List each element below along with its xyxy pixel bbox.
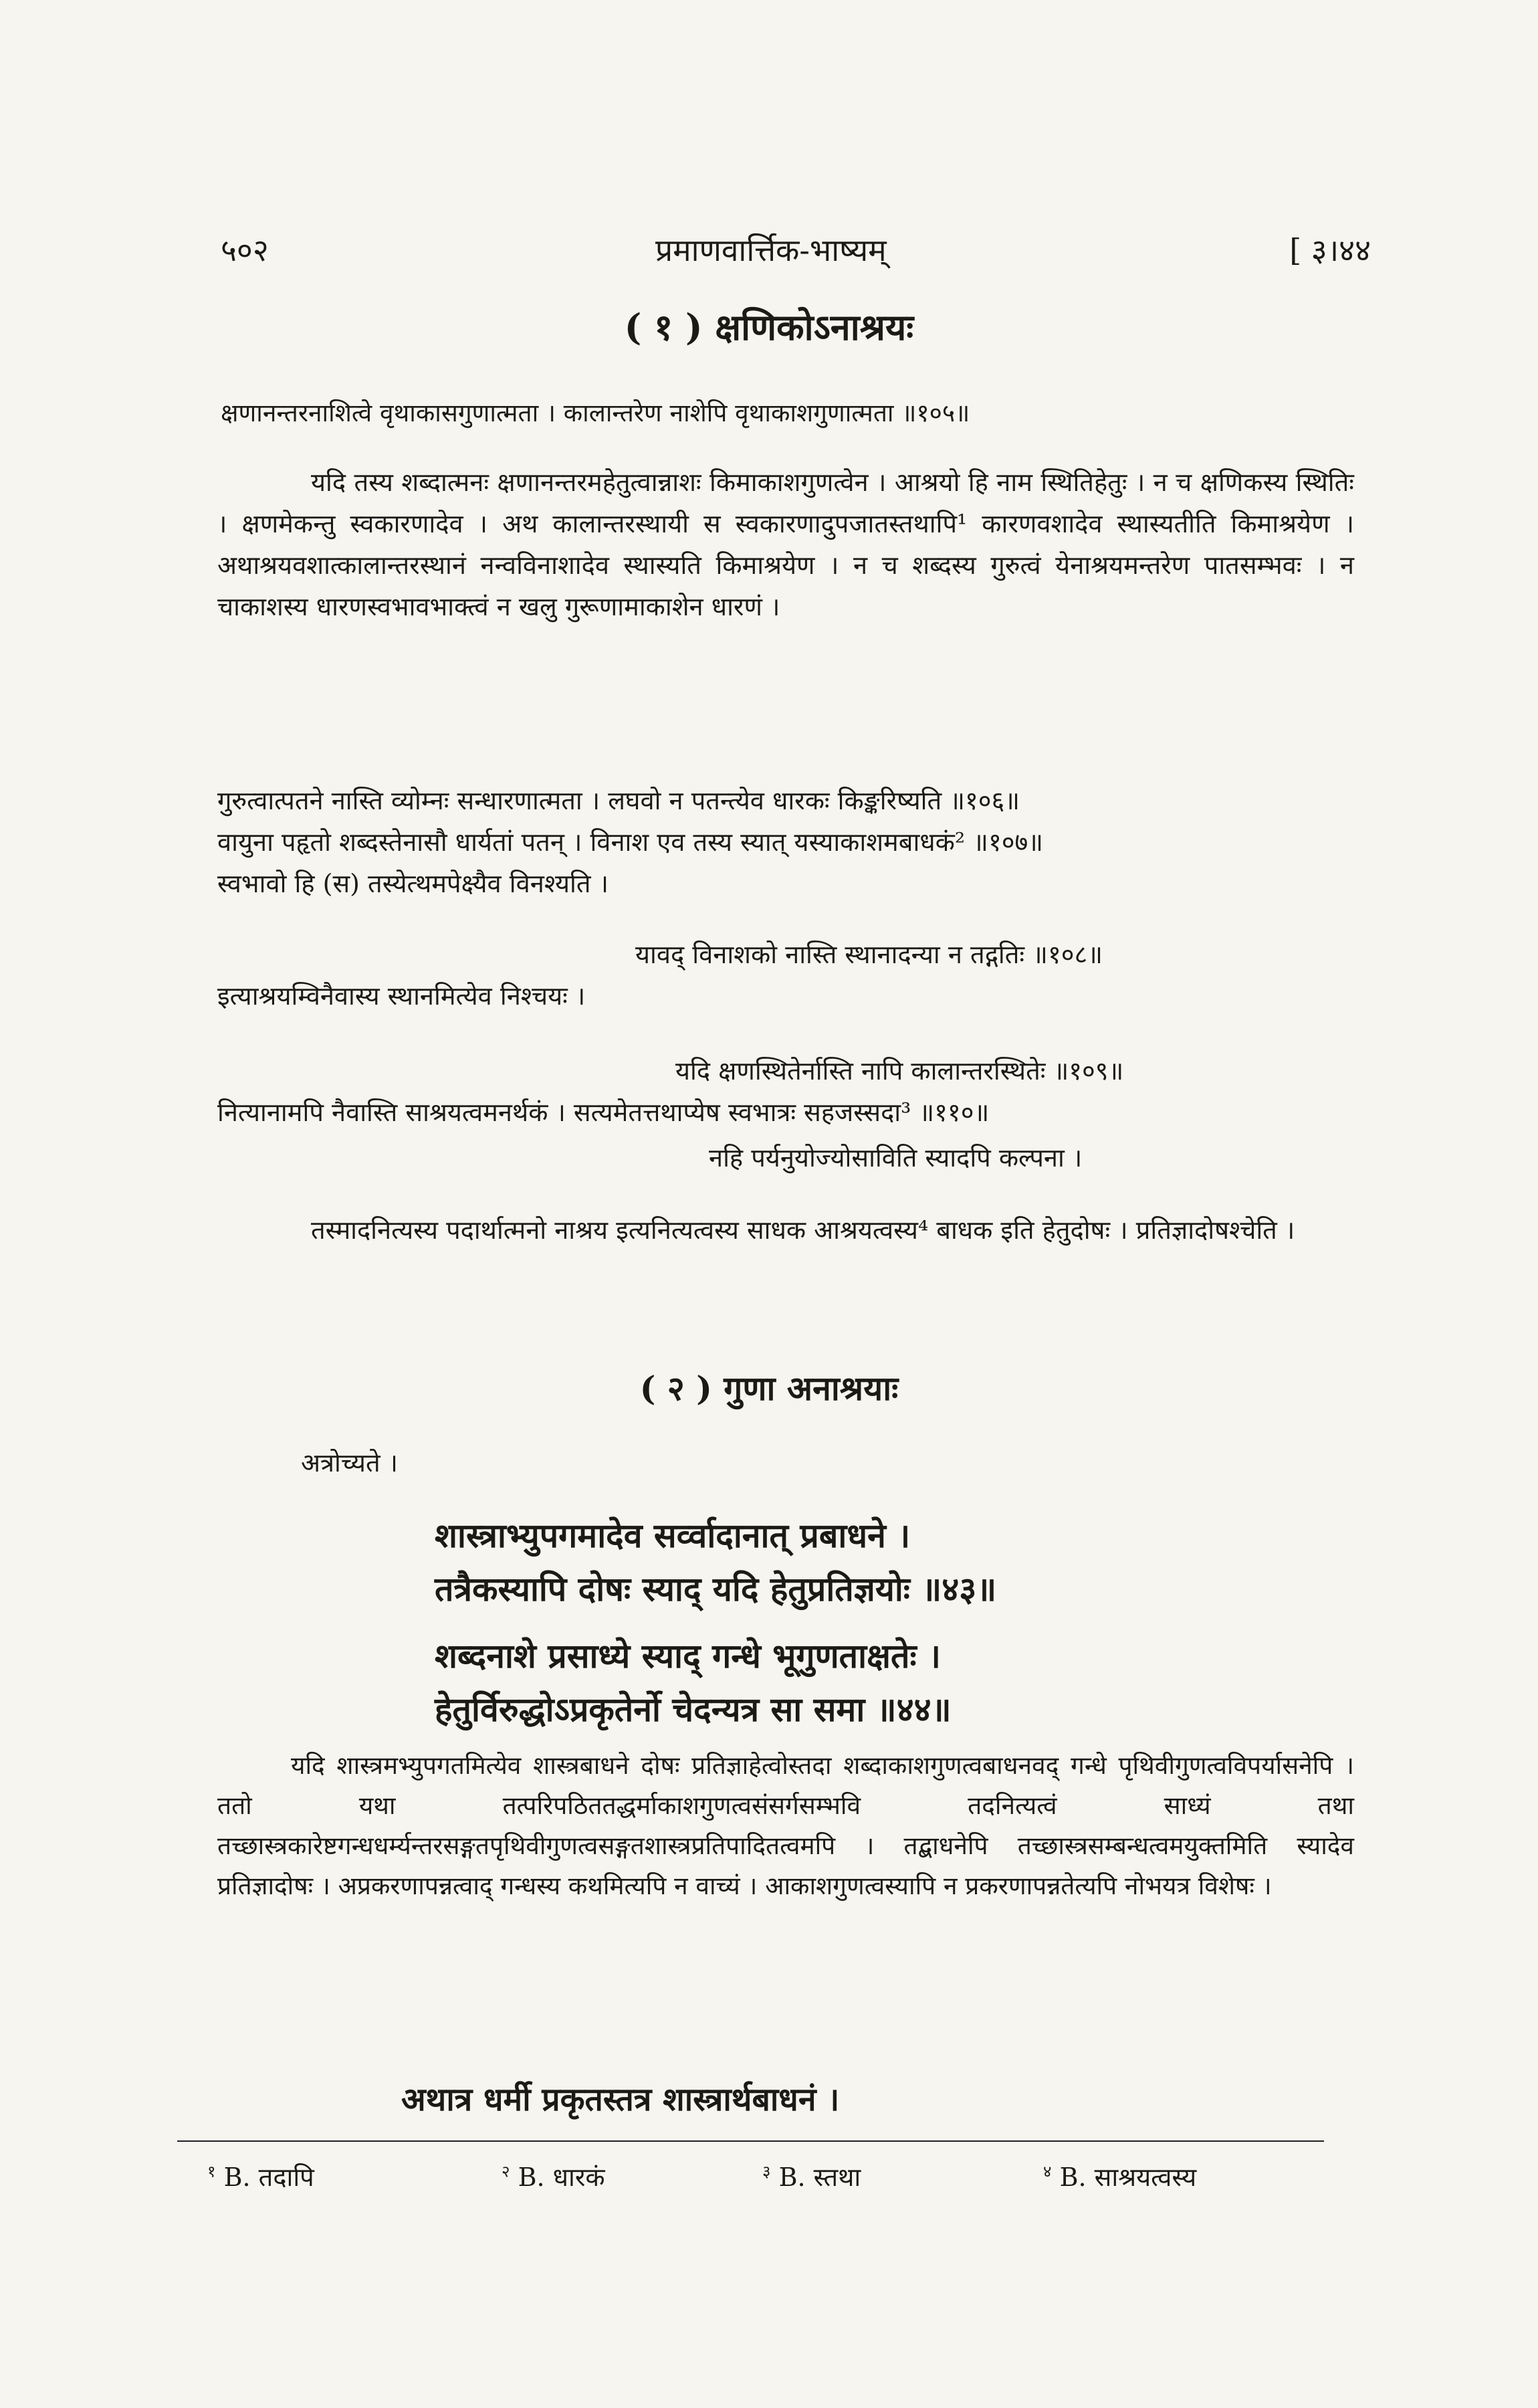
- footnote-mark: ३: [762, 2162, 771, 2181]
- running-header: [221, 229, 1371, 276]
- footnote-mark: १: [207, 2162, 216, 2181]
- verse-108: यावद् विनाशको नास्ति स्थानादन्या न तद्गतिः ॥१०८॥: [635, 940, 1103, 969]
- footnote-text: B. स्तथा: [778, 2163, 861, 2192]
- verse-109: यदि क्षणस्थितेर्नास्ति नापि कालान्तरस्थितेः ॥१०९॥: [675, 1056, 1124, 1086]
- section-1-conclusion: तस्मादनित्यस्य पदार्थात्मनो नाश्रय इत्यनित्यत्वस्य साधक आश्रयत्वस्य⁴ बाधक इति हेतुदोषः । प्रतिज्ञादोषश्चेति ।: [311, 1215, 1295, 1245]
- running-title: प्रमाणवार्त्तिक-भाष्यम्: [655, 232, 887, 268]
- section-1-heading: ( १ ) क्षणिकोऽनाश्रयः: [624, 306, 914, 348]
- footnote-mark: २: [502, 2162, 510, 2181]
- verse-108-continuation: इत्याश्रयम्विनैवास्य स्थानमित्येव निश्चयः ।: [217, 981, 586, 1011]
- page-number: ५०२: [221, 232, 269, 268]
- footnote-1: [207, 2159, 314, 2194]
- verse-110-continuation: नहि पर्यनुयोज्योसाविति स्यादपि कल्पना ।: [709, 1143, 1083, 1173]
- footnote-divider: [177, 2140, 1324, 2142]
- section-1-commentary: यदि तस्य शब्दात्मनः क्षणानन्तरमहेतुत्वान्नाशः किमाकाशगुणत्वेन । आश्रयो हि नाम स्थितिहेतुः । न च क्षणिकस्य स्थितिः । क्षणमेकन्तु स्वकारणादेव । अथ कालान्तरस्थायी स स्वकारणादुपजातस्तथापि¹ कारणवशादेव स्थास्यतीति किमाश्रयेण । अथाश्रयवशात्कालान्तरस्थानं नन्वविनाशादेव स्थास्यति किमाश्रयेण । न च शब्दस्य गुरुत्वं येनाश्रयमन्तरेण पातसम्भवः । न चाकाशस्य धारणस्वभावभाक्त्वं न खलु गुरूणामाकाशेन धारणं ।: [217, 468, 1354, 621]
- footnote-text: B. तदापि: [223, 2163, 314, 2192]
- footnote-4: [1043, 2159, 1196, 2194]
- verse-105: क्षणानन्तरनाशित्वे वृथाकासगुणात्मता । कालान्तरेण नाशेपि वृथाकाशगुणात्मता ॥१०५॥: [221, 399, 970, 427]
- karika-line-4: हेतुर्विरुद्धोऽप्रकृतेर्नो चेदन्यत्र सा समा ॥४४॥: [435, 1690, 952, 1729]
- verse-107: वायुना पहृतो शब्दस्तेनासौ धार्यतां पतन् । विनाश एव तस्य स्यात् यस्याकाशमबाधकं² ॥१०७॥: [217, 827, 1043, 857]
- karika-line-3: शब्दनाशे प्रसाध्ये स्याद् गन्धे भूगुणताक्षतेः ।: [435, 1636, 941, 1676]
- footnote-text: B. साश्रयत्वस्य: [1059, 2163, 1197, 2192]
- verse-110: नित्यानामपि नैवास्ति साश्रयत्वमनर्थकं । सत्यमेतत्तथाप्येष स्वभात्रः सहजस्सदा³ ॥११०॥: [217, 1098, 990, 1127]
- verse-106: गुरुत्वात्पतने नास्ति व्योम्नः सन्धारणात्मता । लघवो न पतन्त्येव धारकः किङ्करिष्यति ॥१०६॥: [217, 786, 1020, 815]
- section-2-heading: ( २ ) गुणा अनाश्रयाः: [639, 1369, 899, 1408]
- final-verse-line: अथात्र धर्मी प्रकृतस्तत्र शास्त्रार्थबाधनं ।: [401, 2081, 840, 2118]
- section-2-intro: अत्रोच्यते ।: [301, 1448, 399, 1478]
- footnote-text: B. धारकं: [518, 2163, 605, 2192]
- section-2-commentary: यदि शास्त्रमभ्युपगतमित्येव शास्त्रबाधने दोषः प्रतिज्ञाहेत्वोस्तदा शब्दाकाशगुणत्वबाधनवद् गन्धे पृथिवीगुणत्वविपर्यासनेपि । ततो यथा तत्परिपठिततद्धर्माकाशगुणत्वसंसर्गसम्भवि तदनित्यत्वं साध्यं तथा तच्छास्त्रकारेष्टगन्धधर्म्यन्तरसङ्गतपृथिवीगुणत्वसङ्गतशास्त्रप्रतिपादितत्वमपि । तद्बाधनेपि तच्छास्त्रसम्बन्धत्वमयुक्तमिति स्यादेव प्रतिज्ञादोषः । अप्रकरणापन्नत्वाद् गन्धस्य कथमित्यपि न वाच्यं । आकाशगुणत्वस्यापि न प्रकरणापन्नतेत्यपि नोभयत्र विशेषः ।: [217, 1751, 1354, 1900]
- footnote-mark: ४: [1043, 2162, 1052, 2181]
- karika-line-2: तत्रैकस्यापि दोषः स्याद् यदि हेतुप्रतिज्ञयोः ॥४३॥: [435, 1569, 997, 1609]
- footnote-3: [762, 2159, 861, 2194]
- footnote-2: [502, 2159, 605, 2194]
- karika-line-1: शास्त्राभ्युपगमादेव सर्व्वादानात् प्रबाधने ।: [435, 1516, 911, 1555]
- verse-107-continuation: स्वभावो हि (स) तस्येत्थमपेक्ष्यैव विनश्यति ।: [217, 869, 609, 898]
- section-reference: [ ३।४४: [1289, 232, 1371, 268]
